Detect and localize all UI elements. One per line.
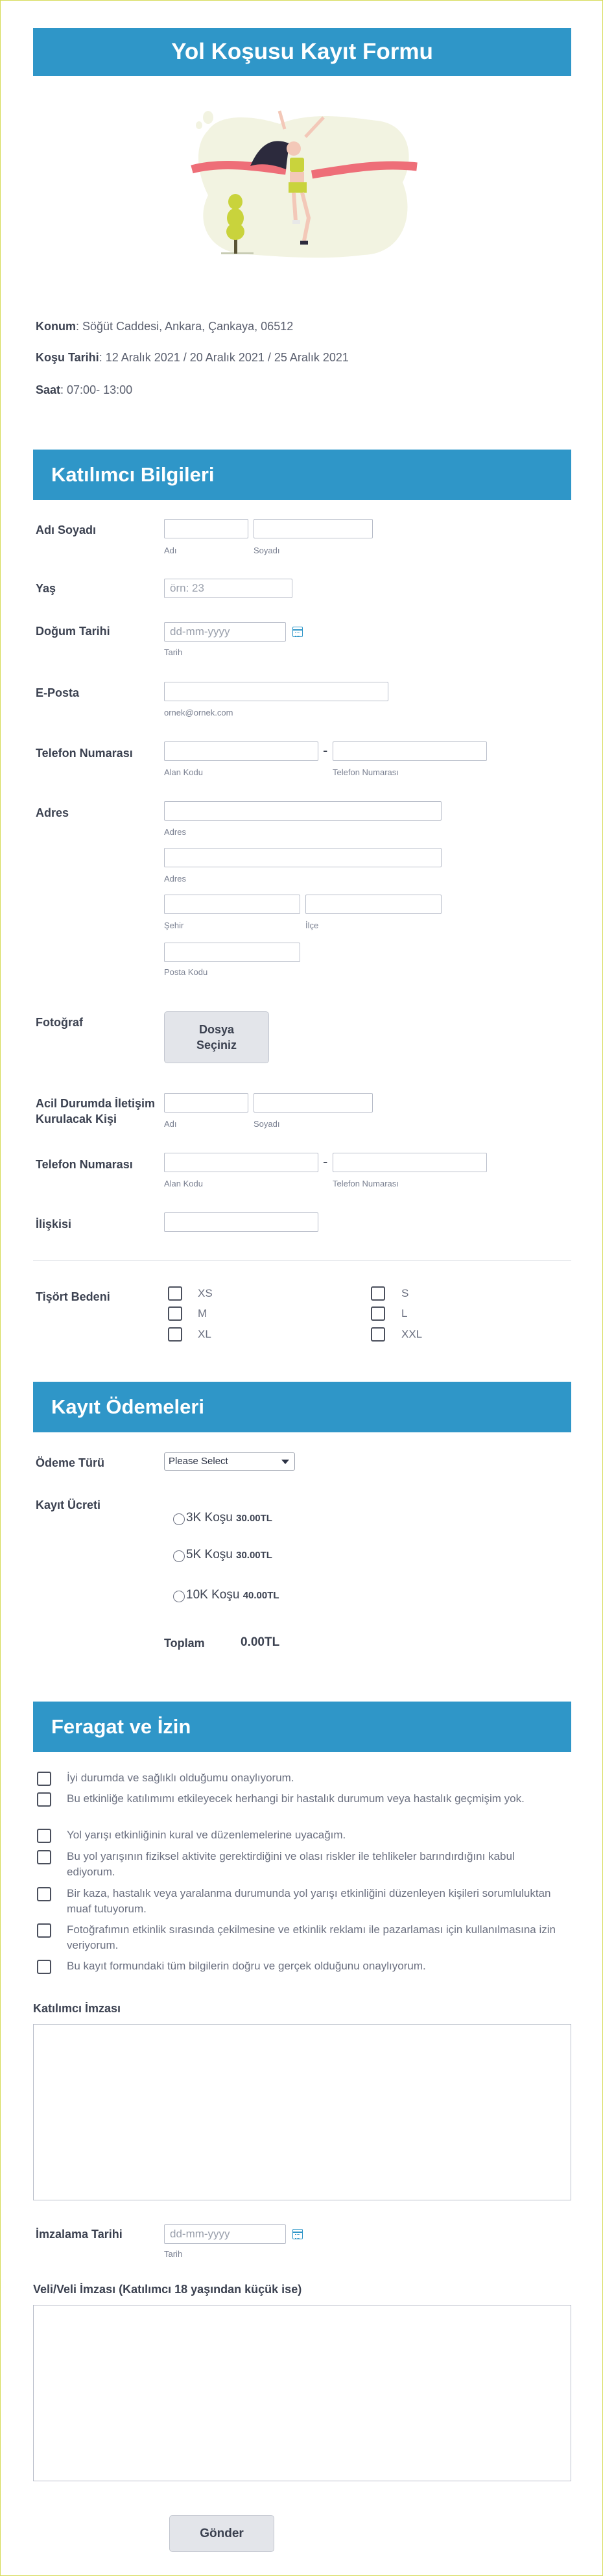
sign-date-sublabel: Tarih [164,2249,183,2259]
size-m-checkbox[interactable] [168,1306,182,1321]
email-input[interactable] [164,682,388,701]
size-xl-label: XL [198,1328,211,1340]
payment-section-header: Kayıt Ödemeleri [33,1382,571,1432]
waiver-checkbox-6[interactable] [37,1923,51,1938]
total-value: 0.00TL [241,1635,280,1649]
event-location: Konum: Söğüt Caddesi, Ankara, Çankaya, 06512 [36,320,294,333]
payment-type-select[interactable]: Please Select [164,1452,295,1471]
size-xs-label: XS [198,1287,213,1299]
waiver-checkbox-1[interactable] [37,1772,51,1786]
sign-date-label: İmzalama Tarihi [36,2228,123,2241]
relation-input[interactable] [164,1212,318,1232]
size-xs-checkbox[interactable] [168,1286,182,1301]
waiver-checkbox-5[interactable] [37,1887,51,1901]
size-s-label: S [401,1287,409,1299]
waiver-text-3: Yol yarışı etkinliğinin kural ve düzenlemelerine uyacağım. [67,1829,346,1841]
size-l-checkbox[interactable] [371,1306,385,1321]
option-5k-radio[interactable] [173,1550,185,1562]
waiver-text-2: Bu etkinliğe katılımımı etkileyecek herhangi bir hastalık durumum veya hastalık geçmişim yok. [67,1792,525,1805]
participant-signature-pad[interactable] [33,2024,571,2200]
phone-number-input[interactable] [333,741,487,761]
shirt-size-label: Tişört Bedeni [36,1290,110,1303]
emergency-area-code-input[interactable] [164,1153,318,1172]
age-input[interactable]: örn: 23 [164,579,292,598]
postal-code-input[interactable] [164,943,300,962]
relation-label: İlişkisi [36,1218,72,1231]
emergency-last-name-input[interactable] [254,1093,373,1113]
option-10k-radio[interactable] [173,1591,185,1602]
emergency-phone-label: Telefon Numarası [36,1158,133,1171]
runner-illustration [182,104,429,273]
birth-date-label: Doğum Tarihi [36,625,110,638]
calendar-icon[interactable] [292,2229,303,2239]
waiver-text-6: Fotoğrafımın etkinlik sırasında çekilmesine ve etkinlik reklamı ile pazarlaması için kullanılmasına izin veriyorum. [67,1923,556,1951]
name-label: Adı Soyadı [36,524,97,536]
waiver-checkbox-2[interactable] [37,1792,51,1807]
waiver-checkbox-7[interactable] [37,1960,51,1974]
size-m-label: M [198,1307,207,1319]
district-sublabel: İlçe [305,921,319,930]
size-xxl-checkbox[interactable] [371,1327,385,1342]
emergency-phone-sublabel: Telefon Numarası [333,1179,399,1188]
emergency-first-name-sublabel: Adı [164,1119,177,1129]
waiver-text-4: Bu yol yarışının fiziksel aktivite gerektirdiğini ve olası riskler ile tehlikeler barındırdığını kabul ediyorum. [67,1850,515,1878]
age-label: Yaş [36,582,56,595]
waiver-text-1: İyi durumda ve sağlıklı olduğumu onaylıyorum. [67,1772,294,1784]
option-3k-label: 3K Koşu 30.00TL [186,1511,272,1524]
total-label: Toplam [164,1637,205,1650]
size-l-label: L [401,1307,408,1319]
last-name-sublabel: Soyadı [254,546,280,555]
file-upload-button[interactable]: Dosya Seçiniz [164,1011,269,1063]
phone-label: Telefon Numarası [36,747,133,760]
chevron-down-icon [281,1460,289,1464]
fee-label: Kayıt Ücreti [36,1499,101,1511]
option-5k-label: 5K Koşu 30.00TL [186,1548,272,1561]
guardian-signature-label: Veli/Veli İmzası (Katılımcı 18 yaşından küçük ise) [33,2283,302,2296]
option-10k-label: 10K Koşu 40.00TL [186,1588,279,1602]
size-s-checkbox[interactable] [371,1286,385,1301]
address-line2-input[interactable] [164,848,442,867]
sign-date-input[interactable]: dd-mm-yyyy [164,2224,286,2244]
address-line1-input[interactable] [164,801,442,821]
waiver-section-header: Feragat ve İzin [33,1702,571,1752]
emergency-area-code-sublabel: Alan Kodu [164,1179,203,1188]
city-input[interactable] [164,895,300,914]
city-sublabel: Şehir [164,921,184,930]
event-date: Koşu Tarihi: 12 Aralık 2021 / 20 Aralık 2021 / 25 Aralık 2021 [36,351,349,364]
emergency-phone-input[interactable] [333,1153,487,1172]
waiver-text-5: Bir kaza, hastalık veya yaralanma durumunda yol yarışı etkinliğini düzenleyen kişileri sorumluluktan muaf tutuyorum. [67,1887,551,1915]
birth-date-sublabel: Tarih [164,647,183,657]
address-line1-sublabel: Adres [164,827,186,837]
address-label: Adres [36,806,69,819]
guardian-signature-pad[interactable] [33,2305,571,2481]
signature-label: Katılımcı İmzası [33,2002,121,2015]
event-time: Saat: 07:00- 13:00 [36,383,133,396]
emergency-phone-separator: - [323,1153,328,1170]
area-code-sublabel: Alan Kodu [164,767,203,777]
waiver-checkbox-4[interactable] [37,1850,51,1864]
payment-type-label: Ödeme Türü [36,1456,105,1469]
photo-label: Fotoğraf [36,1016,83,1029]
phone-separator: - [323,742,328,758]
emergency-last-name-sublabel: Soyadı [254,1119,280,1129]
district-input[interactable] [305,895,442,914]
address-line2-sublabel: Adres [164,874,186,884]
option-3k-radio[interactable] [173,1513,185,1525]
size-xl-checkbox[interactable] [168,1327,182,1342]
area-code-input[interactable] [164,741,318,761]
waiver-checkbox-3[interactable] [37,1829,51,1843]
phone-number-sublabel: Telefon Numarası [333,767,399,777]
submit-button[interactable]: Gönder [169,2515,274,2552]
first-name-input[interactable] [164,519,248,538]
birth-date-input[interactable]: dd-mm-yyyy [164,622,286,642]
last-name-input[interactable] [254,519,373,538]
size-xxl-label: XXL [401,1328,423,1340]
first-name-sublabel: Adı [164,546,177,555]
emergency-first-name-input[interactable] [164,1093,248,1113]
divider [33,1260,571,1261]
emergency-contact-label: Acil Durumda İletişim Kurulacak Kişi [36,1097,156,1125]
waiver-text-7: Bu kayıt formundaki tüm bilgilerin doğru ve gerçek olduğunu onaylıyorum. [67,1960,426,1972]
email-label: E-Posta [36,686,80,699]
email-sublabel: ornek@ornek.com [164,708,233,717]
participant-section-header: Katılımcı Bilgileri [33,450,571,500]
form-title: Yol Koşusu Kayıt Formu [33,28,571,76]
calendar-icon[interactable] [292,627,303,637]
postal-code-sublabel: Posta Kodu [164,967,208,977]
